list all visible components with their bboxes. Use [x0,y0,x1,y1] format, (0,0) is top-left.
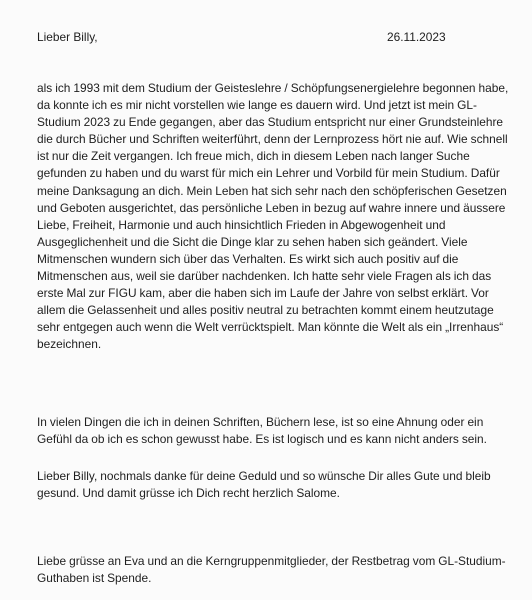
letter-paragraph: In vielen Dingen die ich in deinen Schriften, Büchern lese, ist so eine Ahnung oder ein Gefühl da ob ich es schon gewusst habe. Es ist logisch und es kann nicht anders sein. [37,415,487,447]
letter-greeting: Lieber Billy, [37,30,98,44]
letter-date: 26.11.2023 [387,30,446,44]
letter-paragraph: als ich 1993 mit dem Studium der Geisteslehre / Schöpfungsenergielehre begonnen habe, da konnte ich es mir nicht vorstellen wie lange es dauern wird. Und jetzt ist mein GL-Studium 2023 zu Ende gegangen, aber das Studium entspricht nur einer Grundsteinlehre die durch Bücher und Schriften weiterführt, denn der Lernprozess hört nie auf. Wie schnell ist nur die Zeit vergangen. Ich freue mich, dich in diesem Leben nach langer Suche gefunden zu haben und du warst für mich ein Lehrer und Vorbild für mein Studium. Dafür meine Danksagung an dich. Mein Leben hat sich sehr nach den schöpferischen Gesetzen und Geboten ausgerichtet, das persönliche Leben in bezug auf wahre innere und äussere Liebe, Freiheit, Harmonie und auch hinsichtlich Frieden in Abgewogenheit und Ausgeglichenheit und die Sicht die Dinge klar zu sehen haben sich geändert. Viele Mitmenschen wundern sich über das Verhalten. Es wirkt sich auch positiv auf die Mitmenschen aus, weil sie darüber nachdenken. Ich hatte sehr viele Fragen als ich das erste Mal zur FIGU kam, aber die haben sich im Laufe der Jahre von selbst erklärt. Vor allem die Gelassenheit und alles positiv neutral zu betrachten kommt einem heutzutage sehr entgegen auch wenn die Welt verrücktspielt. Man könnte die Welt als ein „Irrenhaus“ bezeichnen. [37,81,509,352]
letter-paragraph: Lieber Billy, nochmals danke für deine Geduld und so wünsche Dir alles Gute und bleib gesund. Und damit grüsse ich Dich recht herzlich Salome. [37,469,491,501]
letter-postscript: Liebe grüsse an Eva und an die Kerngruppenmitglieder, der Restbetrag vom GL-Studium-Guthaben ist Spende. [37,554,506,586]
